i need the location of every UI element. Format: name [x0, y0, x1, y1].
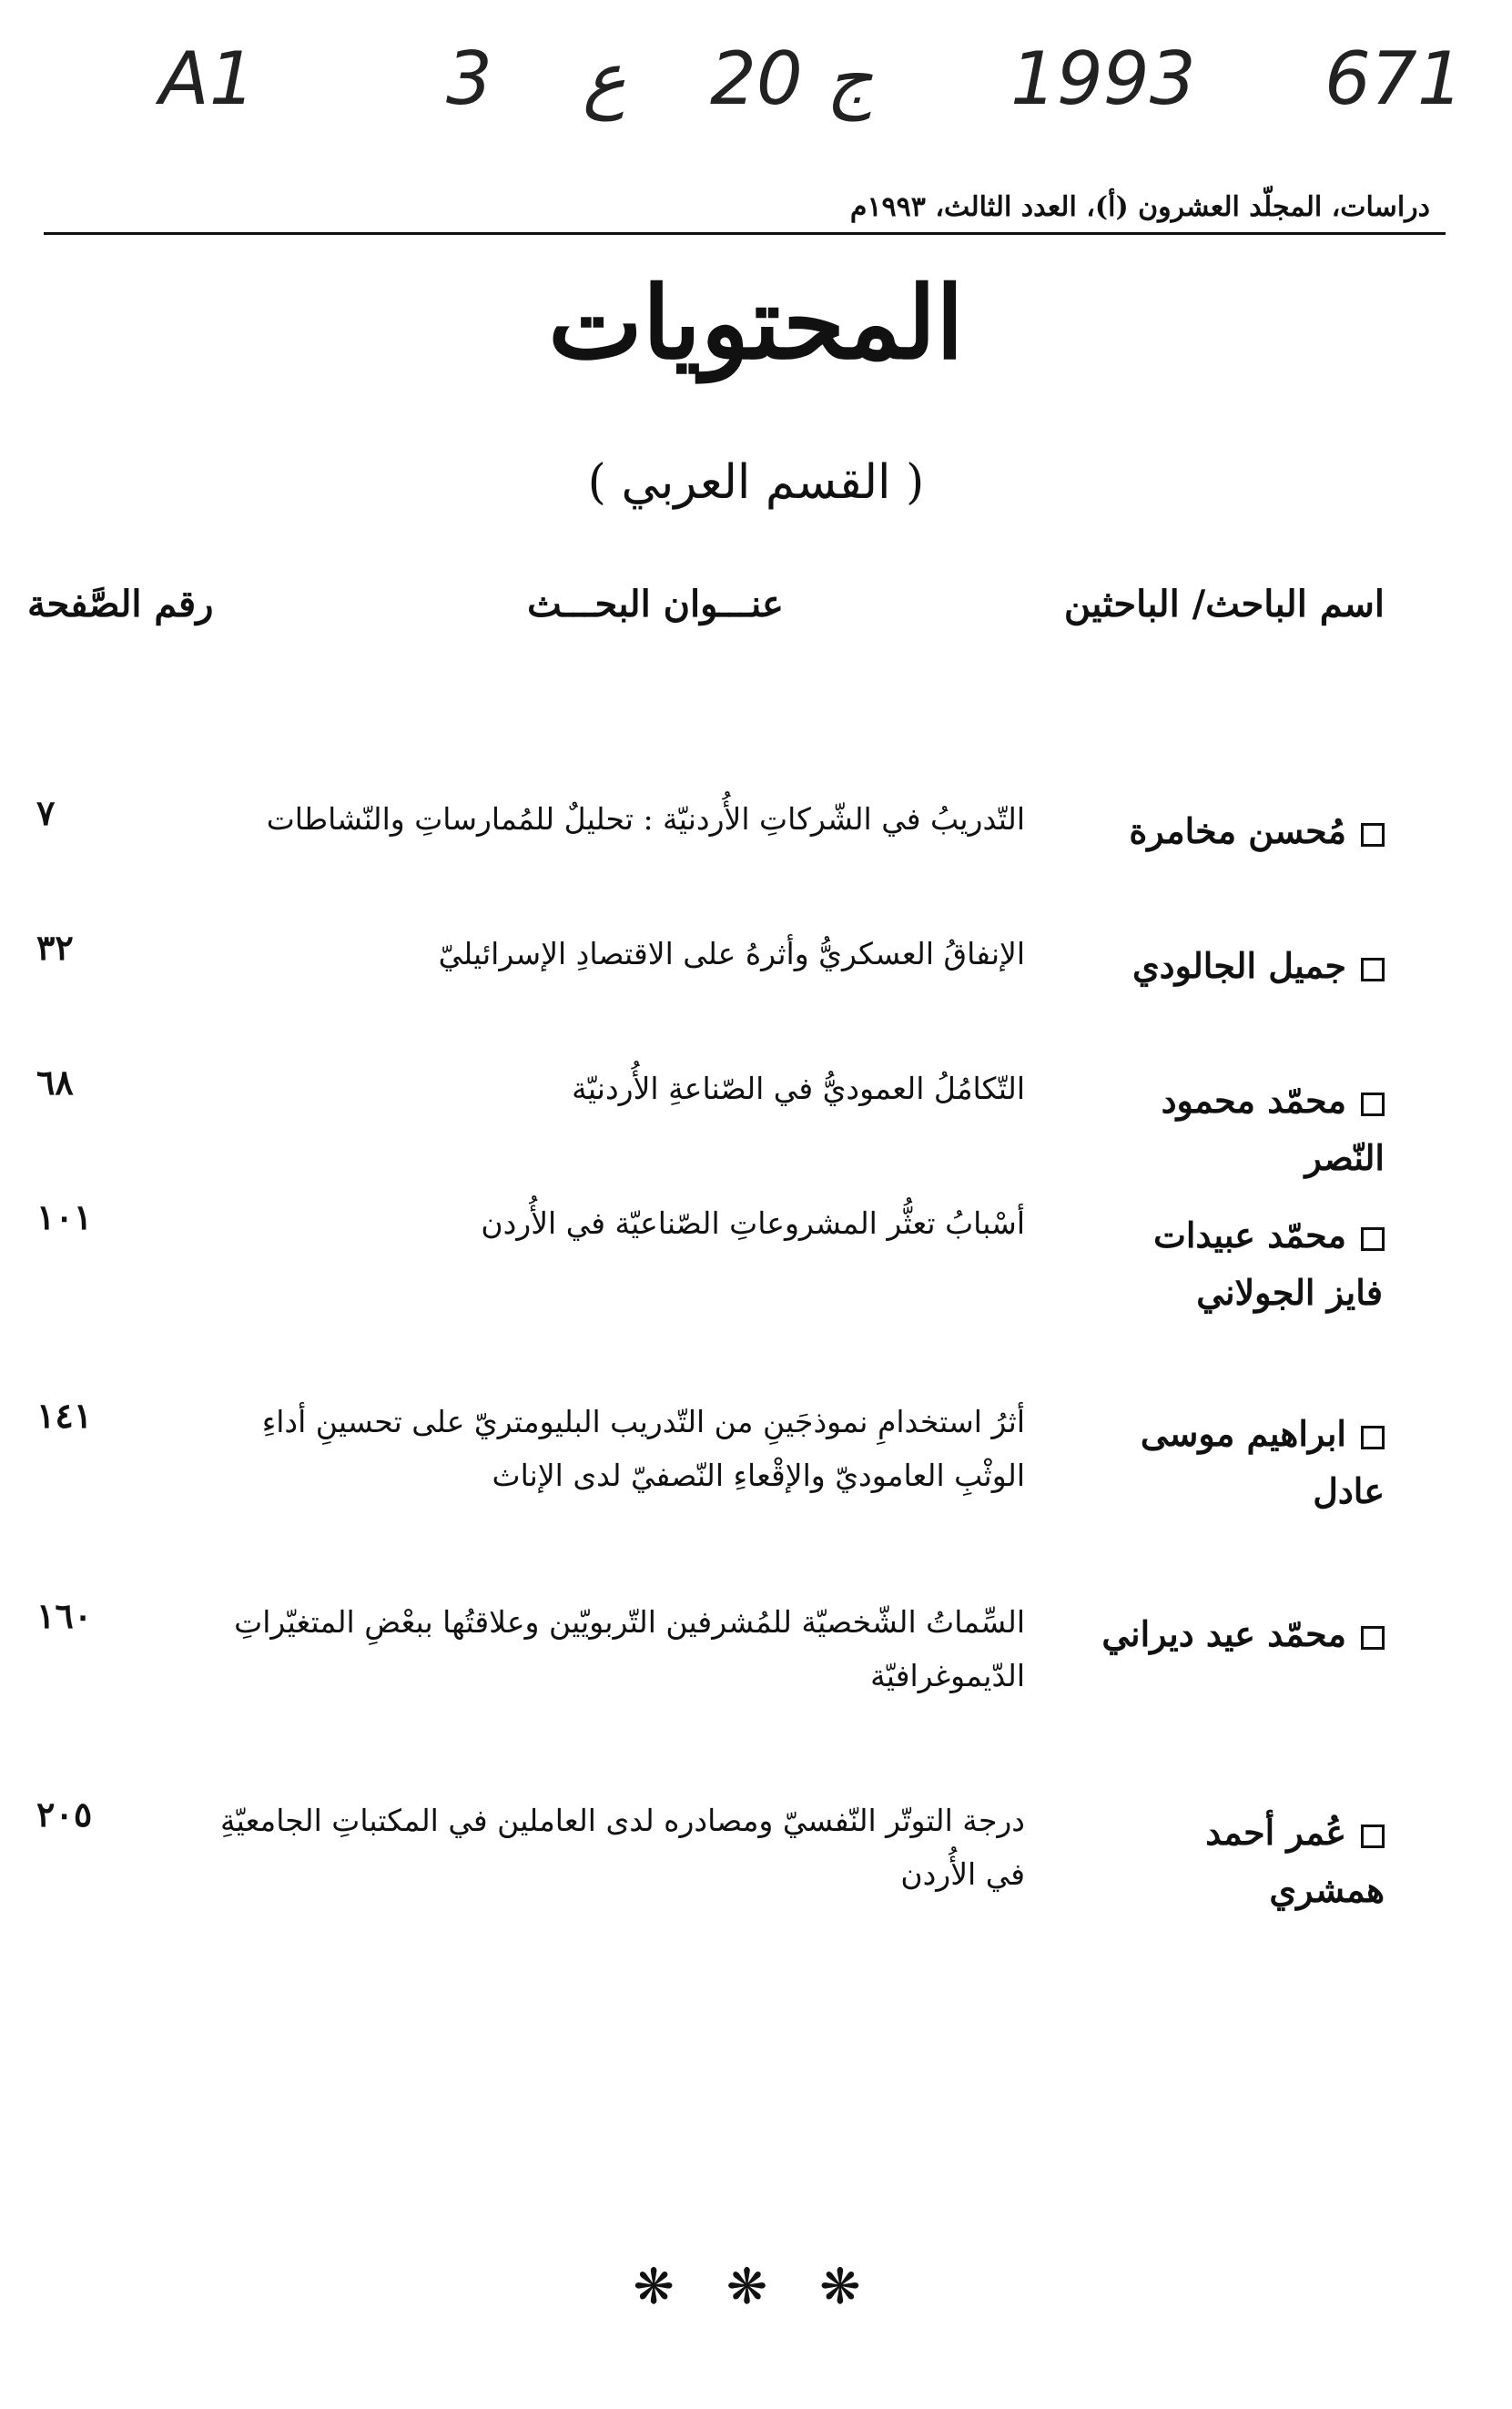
toc-entry	[0, 1062, 1512, 1196]
entry-page-number: ٢٠٥	[36, 1794, 93, 1835]
page-title: المحتويات	[548, 264, 964, 381]
handwritten-ref: 671	[1324, 36, 1464, 121]
author-name: محمّد عيد ديراني	[1101, 1613, 1346, 1654]
entry-authors	[1084, 1406, 1385, 1520]
checkbox-square-icon	[1361, 958, 1385, 981]
checkbox-square-icon	[1361, 1426, 1385, 1449]
entry-title: التّكامُلُ العموديُّ في الصّناعةِ الأُردنيّة	[572, 1071, 1025, 1106]
entry-title: الإنفاقُ العسكريُّ وأثرهُ على الاقتصادِ الإسرائيليّ	[438, 936, 1025, 971]
entry-title: أثرُ استخدامِ نموذجَينِ من التّدريب البليومتريّ على تحسينِ أداءِ الوثْبِ العاموديّ والإقْعاءِ النّصفيّ لدى الإناث	[261, 1404, 1025, 1494]
entry-authors	[1084, 803, 1385, 860]
ornament-icon: ❋ ❋ ❋	[633, 2258, 879, 2315]
toc-entry	[0, 1794, 1512, 1976]
checkbox-square-icon	[1361, 1227, 1385, 1251]
handwritten-note	[0, 18, 1512, 155]
entry-authors	[1084, 938, 1385, 995]
author-name-second: فايز الجولاني	[1196, 1271, 1383, 1313]
entry-title: أسْبابُ تعثُّر المشروعاتِ الصّناعيّة في الأُردن	[481, 1205, 1025, 1241]
handwritten-a1: A1	[159, 36, 256, 121]
entry-page-number: ٧	[36, 792, 56, 833]
toc-entry	[0, 1196, 1512, 1395]
checkbox-square-icon	[1361, 1825, 1385, 1848]
entry-authors	[1084, 1207, 1385, 1321]
checkbox-square-icon	[1361, 1626, 1385, 1650]
toc-entry	[0, 792, 1512, 927]
author-name: محمّد عبيدات	[1153, 1215, 1346, 1255]
entry-page-number: ١٠١	[36, 1196, 93, 1237]
checkbox-square-icon	[1361, 823, 1385, 847]
checkbox-square-icon	[1361, 1093, 1385, 1116]
handwritten-year: 1993	[1010, 36, 1196, 121]
handwritten-issue: 3	[446, 36, 492, 121]
entry-authors	[1084, 1606, 1385, 1663]
column-header-author: اسم الباحث/ الباحثين	[1063, 583, 1385, 625]
author-name: ابراهيم موسى عادل	[1140, 1413, 1385, 1511]
entry-authors	[1084, 1804, 1385, 1918]
handwritten-volume: 20 ج	[710, 36, 873, 121]
section-subtitle: ( القسم العربي )	[587, 455, 925, 510]
toc-entries	[0, 792, 1512, 1976]
handwritten-letter: ع	[583, 36, 626, 121]
entry-page-number: ٣٢	[36, 927, 74, 968]
entry-page-number: ١٤١	[36, 1395, 93, 1436]
entry-title: السِّماتُ الشّخصيّة للمُشرفين التّربويّين وعلاقتُها ببعْضِ المتغيّراتِ الدّيموغرافيّة	[234, 1604, 1025, 1694]
author-name: عُمر أحمد همشري	[1205, 1812, 1385, 1910]
column-header-title: عنـــوان البحـــث	[527, 583, 784, 625]
author-name: مُحسن مخامرة	[1129, 810, 1346, 851]
entry-page-number: ٦٨	[36, 1062, 74, 1103]
header-rule	[44, 232, 1446, 235]
column-header-page: رقم الصَّفحة	[27, 583, 214, 625]
entry-authors	[1084, 1072, 1385, 1186]
entry-page-number: ١٦٠	[36, 1595, 93, 1636]
toc-entry	[0, 927, 1512, 1062]
toc-entry	[0, 1395, 1512, 1595]
author-name: محمّد محمود النّصر	[1161, 1080, 1385, 1178]
entry-title: التّدريبُ في الشّركاتِ الأُردنيّة : تحليلٌ للمُمارساتِ والنّشاطات	[266, 801, 1025, 837]
toc-entry	[0, 1595, 1512, 1794]
author-name: جميل الجالودي	[1131, 945, 1346, 986]
entry-title: درجة التوتّر النّفسيّ ومصادره لدى العاملين في المكتباتِ الجامعيّةِ في الأُردن	[219, 1803, 1025, 1893]
running-head: دراسات، المجلّد العشرون (أ)، العدد الثالث، ١٩٩٣م	[849, 191, 1430, 223]
